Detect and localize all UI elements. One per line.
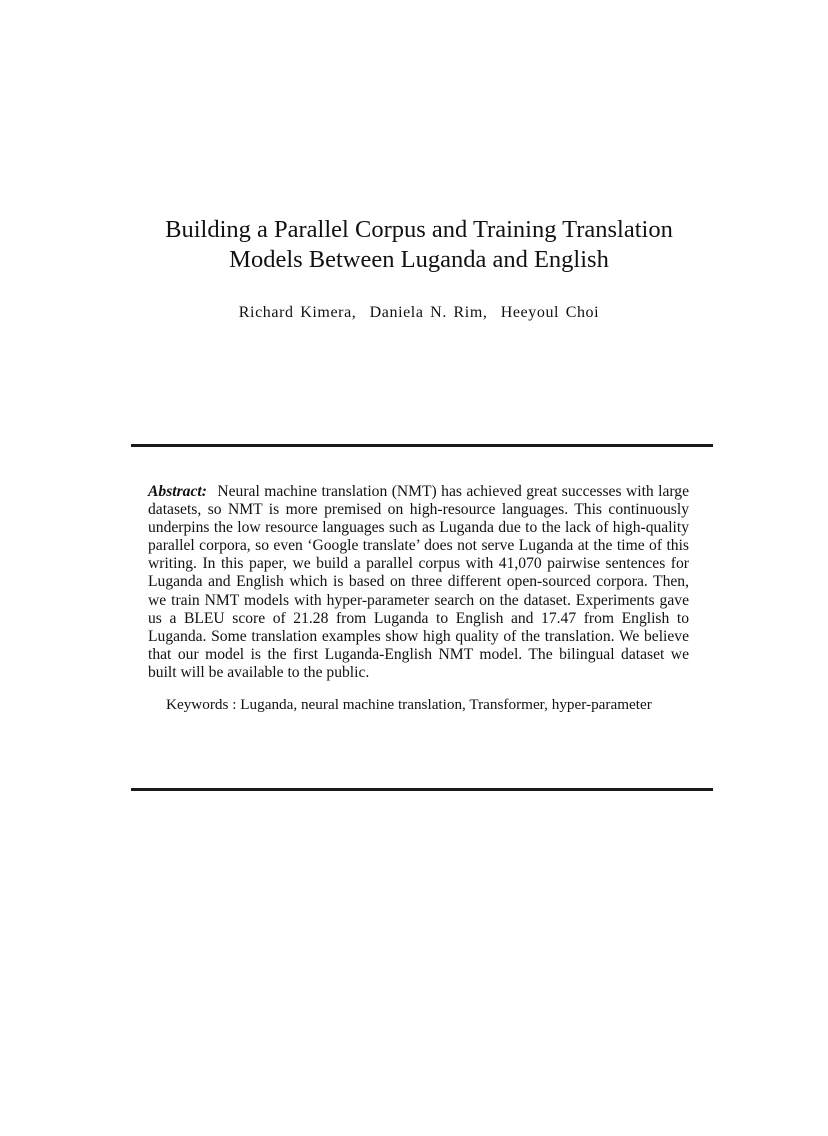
author-list xyxy=(100,304,738,322)
keywords: Keywords : Luganda, neural machine translation, Transformer, hyper-parameter xyxy=(166,696,652,713)
abstract-label: Abstract: xyxy=(148,483,207,500)
author-3: Heeyoul Choi xyxy=(500,304,600,321)
abstract xyxy=(148,483,689,682)
title-line-1: Building a Parallel Corpus and Training Translation xyxy=(165,216,673,243)
title-line-2: Models Between Luganda and English xyxy=(229,246,609,273)
author-2: Daniela N. Rim, xyxy=(369,304,488,321)
paper-title xyxy=(100,215,738,275)
bottom-divider xyxy=(131,788,713,791)
author-1: Richard Kimera, xyxy=(238,304,357,321)
abstract-text: Neural machine translation (NMT) has achieved great successes with large datasets, so NMT is more premised on high-resource languages. This continuously underpins the low resource languages such as Luganda due to the lack of high-quality parallel corpora, so even ‘Google translate’ does not serve Luganda at the time of this writing. In this paper, we build a parallel corpus with 41,070 pairwise sentences for Luganda and English which is based on three different open-sourced corpora. Then, we train NMT models with hyper-parameter search on the dataset. Experiments gave us a BLEU score of 21.28 from Luganda to English and 17.47 from English to Luganda. Some translation examples show high quality of the translation. We believe that our model is the first Luganda-English NMT model. The bilingual dataset we built will be available to the public. xyxy=(148,483,689,681)
top-divider xyxy=(131,444,713,447)
